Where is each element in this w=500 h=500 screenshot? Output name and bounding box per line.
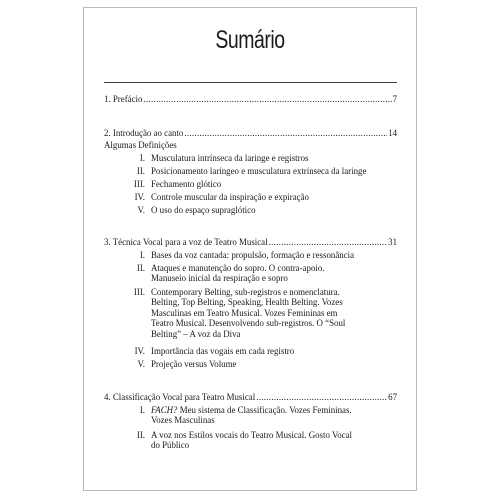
item-number: V. xyxy=(137,359,145,369)
item-number: III. xyxy=(133,179,145,189)
item-number: II. xyxy=(136,166,145,176)
toc-item-line: Bases da voz cantada: propulsão, formação e ressonância xyxy=(151,250,355,260)
toc-item-line: Teatro Musical. Desenvolvendo sub-registros. O “Soul xyxy=(151,318,346,329)
toc-item-line: Masculinas em Teatro Musical. Vozes Femininas em xyxy=(151,307,338,318)
toc-entry-label: 4. Classificação Vocal para Teatro Musical xyxy=(104,392,256,402)
toc-item-line: Contemporary Belting, sub-registros e nomenclatura. xyxy=(151,287,340,297)
item-number: II. xyxy=(136,263,145,273)
toc-item-line: Manuseio inicial da respiração e sopro xyxy=(151,273,288,284)
toc-item-line xyxy=(151,405,396,415)
item-number: I. xyxy=(139,405,145,415)
toc-subheading: Algumas Definições xyxy=(104,140,177,150)
item-number: IV. xyxy=(134,346,145,356)
toc-entry-tecnica-vocal xyxy=(104,237,397,247)
toc-entry-label: 1. Prefácio xyxy=(104,94,143,104)
toc-item-line: Belting, Top Belting, Speaking, Health Belting. Vozes xyxy=(151,297,343,308)
toc-item xyxy=(151,359,396,369)
toc-item-italic: FACH? xyxy=(151,405,178,415)
toc-leader-dots xyxy=(143,94,391,104)
toc-item: Posicionamento laríngeo e musculatura extrínseca da laringe xyxy=(151,166,367,176)
toc-entry-page: 14 xyxy=(388,128,397,138)
toc-item xyxy=(151,263,396,284)
toc-item xyxy=(151,250,396,260)
item-number: V. xyxy=(137,205,145,215)
toc-entry-label: 2. Introdução ao canto xyxy=(104,128,184,138)
item-number: I. xyxy=(139,250,145,260)
toc-entry-introducao xyxy=(104,128,397,138)
title-rule xyxy=(104,82,397,83)
toc-entry-page: 31 xyxy=(388,237,397,247)
toc-entry-classificacao xyxy=(104,392,397,402)
toc-item-line: do Público xyxy=(151,440,190,451)
toc-entry-page: 67 xyxy=(388,392,397,402)
item-number: II. xyxy=(136,430,145,440)
toc-leader-dots xyxy=(269,237,388,247)
toc-entry-page: 7 xyxy=(392,94,397,104)
toc-leader-dots xyxy=(256,392,387,402)
toc-item: Fechamento glótico xyxy=(151,179,222,189)
toc-item-line: Ataques e manutenção do sopro. O contra-apoio. xyxy=(151,263,325,273)
toc-item: Controle muscular da inspiração e expiração xyxy=(151,192,309,202)
toc-item-text: Meu sistema de Classificação. Vozes Femininas. xyxy=(177,405,352,415)
toc-leader-dots xyxy=(184,128,387,138)
toc-item xyxy=(151,346,396,356)
toc-item-line: A voz nos Estilos vocais do Teatro Musical. Gosto Vocal xyxy=(151,430,353,440)
toc-entry-prefacio xyxy=(104,94,397,104)
page-title: Sumário xyxy=(215,26,285,54)
toc-item xyxy=(151,287,396,339)
item-number: I. xyxy=(139,153,145,163)
toc-item-line: Importância das vogais em cada registro xyxy=(151,346,295,356)
toc-item: O uso do espaço supraglótico xyxy=(151,205,256,215)
toc-item xyxy=(151,405,396,426)
toc-item xyxy=(151,430,396,451)
toc-item-line: Projeção versus Volume xyxy=(151,359,237,369)
toc-item-line: Vozes Masculinas xyxy=(151,415,215,426)
toc-item: Musculatura intrínseca da laringe e registros xyxy=(151,153,309,163)
item-number: III. xyxy=(133,287,145,297)
toc-entry-label: 3. Técnica Vocal para a voz de Teatro Musical xyxy=(104,237,268,247)
toc-item-line: Belting” – A voz da Diva xyxy=(151,328,241,339)
item-number: IV. xyxy=(134,192,145,202)
